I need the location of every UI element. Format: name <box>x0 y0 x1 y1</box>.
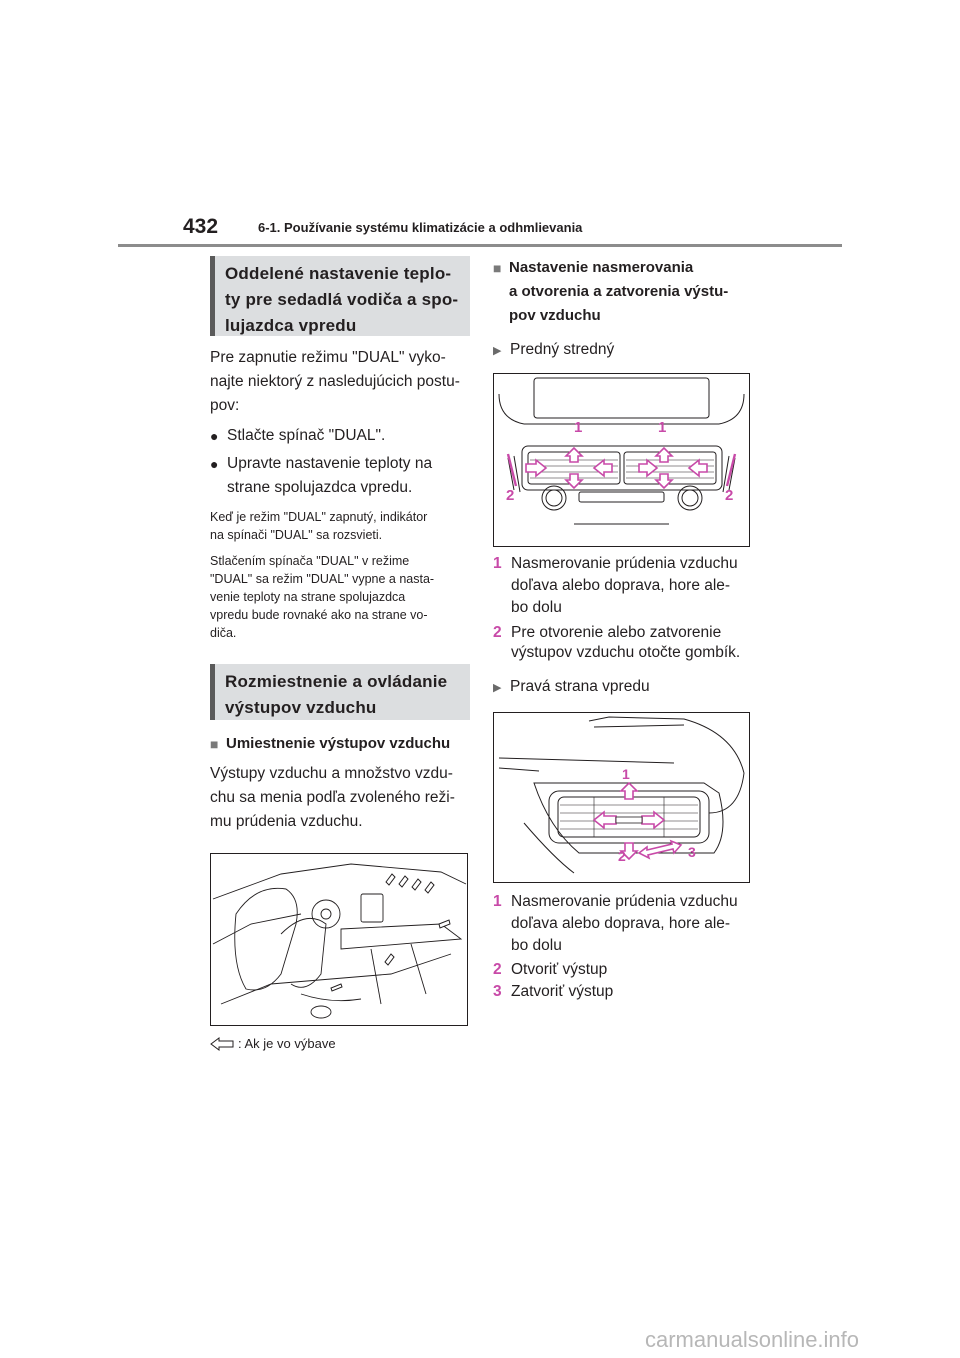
callout-3: 3 <box>688 844 696 860</box>
subheading-vent-adjust <box>493 256 753 328</box>
square-bullet-icon: ■ <box>210 736 219 752</box>
text-line: diča. <box>210 626 237 640</box>
item-number: 1 <box>493 555 502 572</box>
front-right-drawing <box>494 713 749 882</box>
text-line: Výstupy vzduchu a množstvo vzdu- <box>210 765 453 782</box>
optional-arrow-icon <box>210 1037 234 1051</box>
subheading-text <box>509 256 728 328</box>
numbered-item <box>493 891 753 957</box>
item-text <box>511 891 738 957</box>
text-line: pov vzduchu <box>509 307 601 324</box>
text-line: mu prúdenia vzduchu. <box>210 813 363 830</box>
bullet-text: Stlačte spínač "DUAL". <box>227 427 386 444</box>
item-number: 2 <box>493 624 502 641</box>
right-column <box>493 256 753 1003</box>
section-heading-vents <box>210 664 470 720</box>
text-line: Nasmerovanie prúdenia vzduchu <box>511 893 738 910</box>
bullet-icon: ● <box>210 456 219 472</box>
page-number: 432 <box>183 215 219 238</box>
numbered-item <box>493 959 753 981</box>
numbered-list-center <box>493 553 753 663</box>
subheading-vent-location <box>210 732 470 756</box>
text-line: venie teploty na strane spolujazdca <box>210 590 406 604</box>
sub-item-front-center <box>493 338 753 363</box>
text-line: a otvorenia a zatvorenia výstu- <box>509 283 729 300</box>
section-heading-line: lujazdca vpredu <box>225 316 357 335</box>
triangle-bullet-icon: ▶ <box>493 682 502 694</box>
section-heading-line: Rozmiestnenie a ovládanie <box>225 672 448 691</box>
text-line: Stlačením spínača "DUAL" v režime <box>210 554 410 568</box>
numbered-item <box>493 553 753 619</box>
text-line: "DUAL" sa režim "DUAL" vypne a nasta- <box>210 572 435 586</box>
bullet-item <box>210 424 470 448</box>
item-text: Zatvoriť výstup <box>511 983 614 1000</box>
callout-1: 1 <box>622 766 630 782</box>
subheading-text: Umiestnenie výstupov vzduchu <box>226 735 451 752</box>
legend <box>210 1036 470 1051</box>
text-line: pov: <box>210 397 240 414</box>
callout-2-left: 2 <box>506 487 515 504</box>
bullet-item <box>210 452 470 500</box>
text-line: Nastavenie nasmerovania <box>509 259 694 276</box>
text-line: chu sa menia podľa zvoleného reži- <box>210 789 455 806</box>
text-line: Pre otvorenie alebo zatvorenie <box>511 624 722 641</box>
front-center-drawing <box>494 374 749 546</box>
note-paragraph <box>210 508 470 544</box>
callout-2-right: 2 <box>725 487 734 504</box>
text-line: výstupov vzduchu otočte gombík. <box>511 644 741 661</box>
section-heading-dual <box>210 256 470 336</box>
section-heading-line: výstupov vzduchu <box>225 698 377 717</box>
square-bullet-icon: ■ <box>493 260 502 276</box>
item-text <box>511 553 738 619</box>
item-text: Otvoriť výstup <box>511 961 608 978</box>
sub-item-front-right <box>493 675 753 700</box>
item-number: 3 <box>493 983 502 1000</box>
intro-paragraph <box>210 346 470 418</box>
text-line: strane spolujazdca vpredu. <box>227 479 413 496</box>
text-line: Keď je režim "DUAL" zapnutý, indikátor <box>210 510 428 524</box>
front-right-vent-figure <box>493 712 750 883</box>
note-paragraph <box>210 552 470 642</box>
text-line: na spínači "DUAL" sa rozsvieti. <box>210 528 383 542</box>
text-line: doľava alebo doprava, hore ale- <box>511 577 731 594</box>
text-line: Pre zapnutie režimu "DUAL" vyko- <box>210 349 446 366</box>
left-column <box>210 256 470 1051</box>
text-line: doľava alebo doprava, hore ale- <box>511 915 731 932</box>
item-text <box>511 623 740 663</box>
cabin-vent-illustration <box>210 853 468 1026</box>
item-number: 1 <box>493 893 502 910</box>
callout-1-left: 1 <box>574 419 583 436</box>
callout-1-right: 1 <box>658 419 667 436</box>
sub-item-text: Pravá strana vpredu <box>510 678 650 695</box>
text-line: Upravte nastavenie teploty na <box>227 455 433 472</box>
section-heading-line: ty pre sedadlá vodiča a spo- <box>225 290 459 309</box>
item-number: 2 <box>493 961 502 978</box>
chapter-title: 6-1. Používanie systému klimatizácie a odhmlievania <box>258 220 583 235</box>
numbered-item <box>493 981 753 1003</box>
numbered-list-right <box>493 891 753 1003</box>
vents-paragraph <box>210 762 470 834</box>
cabin-drawing <box>211 854 467 1025</box>
front-center-vent-figure <box>493 373 750 547</box>
callout-2: 2 <box>618 848 626 864</box>
legend-text: : Ak je vo výbave <box>238 1036 336 1051</box>
text-line: vpredu bude rovnaké ako na strane vo- <box>210 608 428 622</box>
text-line: bo dolu <box>511 599 562 616</box>
bullet-text <box>227 452 432 500</box>
section-heading-line: Oddelené nastavenie teplo- <box>225 264 452 283</box>
header-rule <box>118 244 842 247</box>
triangle-bullet-icon: ▶ <box>493 345 502 357</box>
bullet-icon: ● <box>210 428 219 444</box>
text-line: najte niektorý z nasledujúcich postu- <box>210 373 460 390</box>
text-line: bo dolu <box>511 937 562 954</box>
sub-item-text: Predný stredný <box>510 341 615 358</box>
numbered-item <box>493 623 753 663</box>
text-line: Nasmerovanie prúdenia vzduchu <box>511 555 738 572</box>
watermark-text: carmanualsonline.info <box>645 1327 860 1352</box>
